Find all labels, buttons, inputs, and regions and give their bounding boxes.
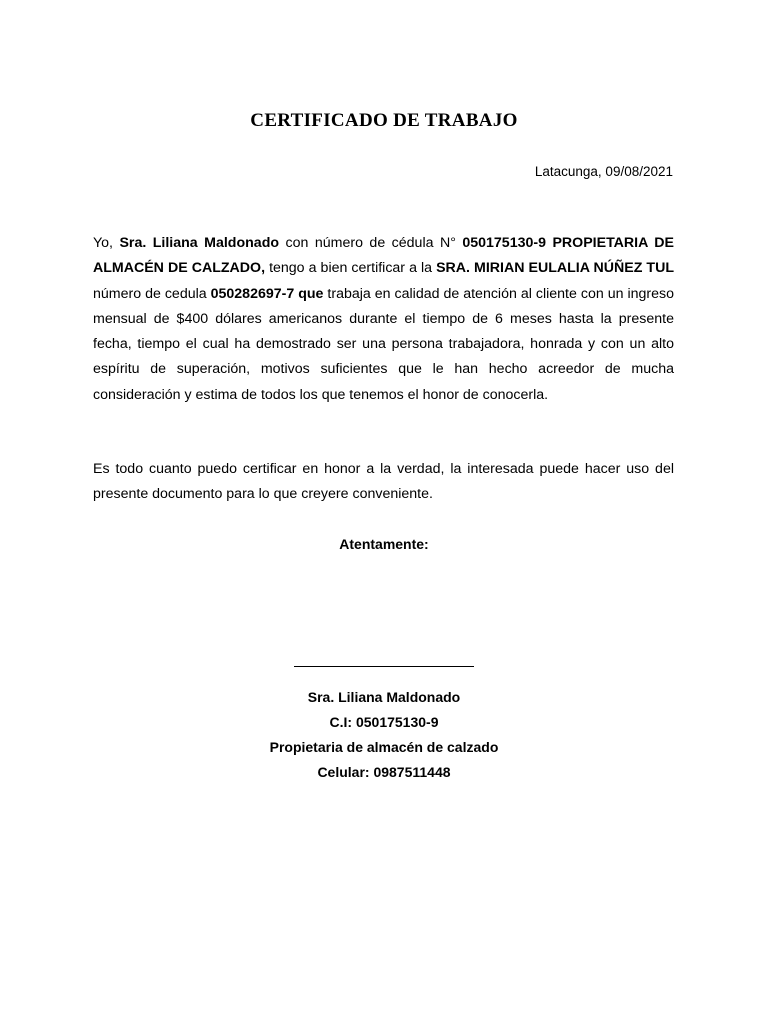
document-date: Latacunga, 09/08/2021	[534, 164, 673, 179]
employee-id: 050282697-7 que	[210, 285, 324, 302]
certification-paragraph	[93, 231, 674, 408]
closing-salutation: Atentamente:	[339, 536, 429, 552]
employee-name: SRA. MIRIAN EULALIA NÚÑEZ TUL	[436, 260, 674, 277]
issuer-name: Sra. Liliana Maldonado	[119, 235, 280, 251]
signer-role: Propietaria de almacén de calzado	[269, 739, 499, 755]
signature-block	[0, 685, 768, 785]
issuer-id-and-role: 050175130-9 PROPIETARIA DE ALMACÉN DE CALZADO,	[93, 235, 675, 277]
signature-line	[294, 666, 474, 667]
signer-phone: Celular: 0987511448	[317, 764, 451, 780]
paragraph-text: número de cedula	[93, 285, 211, 302]
signer-id: C.I: 050175130-9	[329, 714, 439, 730]
paragraph-text: trabaja en calidad de atención al cliente con un ingreso mensual de $400 dólares americanos durante el tiempo de 6 meses hasta la presente fecha, tiempo el cual ha demostrado ser una persona trabajadora, honrada y con un alto espíritu de superación, motivos suficientes que le han hecho acreedor de mucha consideración y estima de todos los que tenemos el honor de conocerla.	[93, 285, 674, 403]
closing-paragraph: Es todo cuanto puedo certificar en honor a la verdad, la interesada puede hacer uso del presente documento para lo que creyere conveniente.	[93, 461, 674, 503]
document-title: CERTIFICADO DE TRABAJO	[250, 110, 518, 131]
paragraph-text: con número de cédula N°	[279, 235, 463, 251]
signer-name: Sra. Liliana Maldonado	[307, 689, 461, 705]
paragraph-text: tengo a bien certificar a la	[265, 260, 437, 277]
paragraph-text: Yo,	[93, 235, 120, 251]
